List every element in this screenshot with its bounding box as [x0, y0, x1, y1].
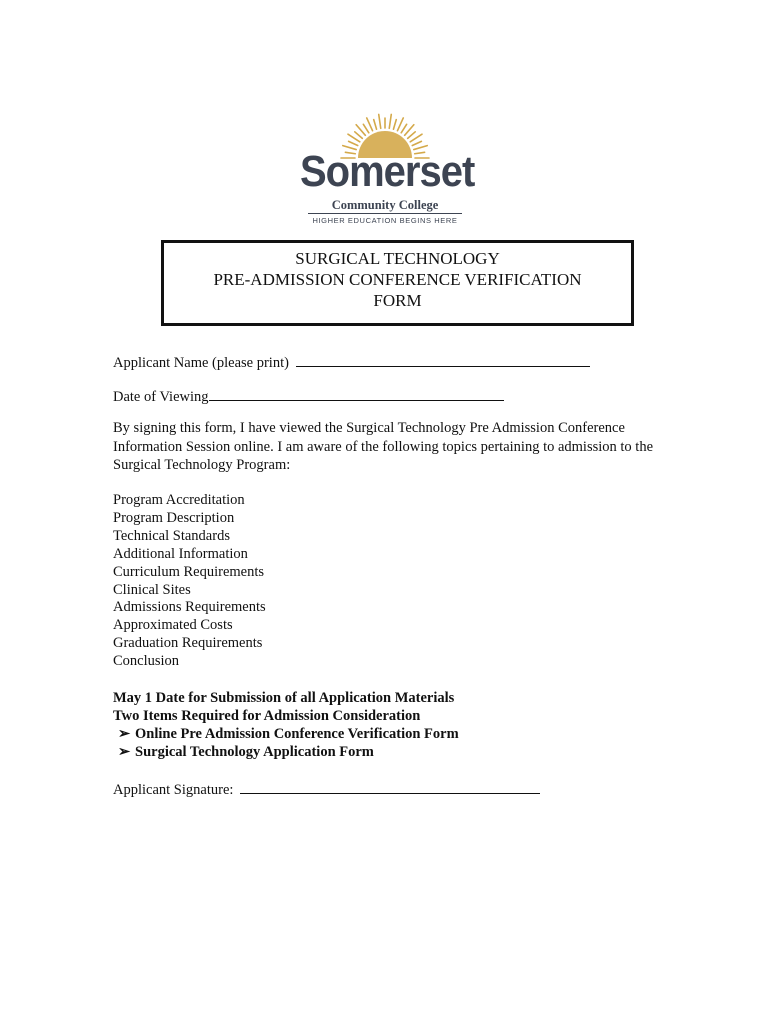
requirements-section: [113, 689, 459, 761]
topic-item: Approximated Costs: [113, 617, 233, 634]
logo-divider: [308, 213, 462, 214]
required-item: [113, 743, 459, 761]
requirements-heading: Two Items Required for Admission Consideration: [113, 708, 421, 724]
applicant-signature-label: Applicant Signature:: [113, 782, 234, 798]
date-of-viewing-label: Date of Viewing: [113, 389, 209, 405]
topic-item: Conclusion: [113, 653, 180, 670]
form-title-box: [161, 240, 634, 326]
logo-name: Somerset: [300, 148, 475, 196]
applicant-name-field[interactable]: [296, 353, 590, 367]
topic-item: Additional Information: [113, 545, 248, 562]
required-item-label: Online Pre Admission Conference Verification Form: [135, 726, 459, 742]
logo-subtitle: Community College: [331, 198, 439, 212]
logo-tagline: HIGHER EDUCATION BEGINS HERE: [312, 216, 458, 225]
deadline-text: May 1 Date for Submission of all Application Materials: [113, 690, 455, 706]
topic-item: Clinical Sites: [113, 581, 191, 598]
topic-item: Program Description: [113, 509, 235, 526]
date-of-viewing-field[interactable]: [209, 387, 504, 401]
date-of-viewing-row: [113, 387, 504, 406]
topic-item: Curriculum Requirements: [113, 563, 265, 580]
arrow-bullet-icon: ➢: [118, 726, 131, 742]
topic-item: Technical Standards: [113, 527, 230, 544]
applicant-name-label: Applicant Name (please print): [113, 355, 289, 371]
arrow-bullet-icon: ➢: [118, 744, 131, 760]
applicant-signature-row: [113, 780, 540, 799]
required-item: [113, 725, 459, 743]
acknowledgement-statement: By signing this form, I have viewed the Surgical Technology Pre Admission Conference Information Session online. I am aware of the following topics pertaining to admission to the Surgical Technology Program:: [113, 420, 654, 473]
topics-list: [113, 492, 266, 671]
form-title-line-3: FORM: [373, 291, 422, 310]
topic-item: Graduation Requirements: [113, 635, 263, 652]
topic-item: Program Accreditation: [113, 492, 245, 508]
applicant-signature-field[interactable]: [240, 780, 540, 794]
topic-item: Admissions Requirements: [113, 599, 266, 616]
form-title-line-1: SURGICAL TECHNOLOGY: [295, 249, 500, 268]
applicant-name-row: [113, 353, 590, 372]
college-logo: [290, 112, 480, 227]
form-title-line-2: PRE-ADMISSION CONFERENCE VERIFICATION: [213, 270, 582, 289]
required-item-label: Surgical Technology Application Form: [135, 744, 374, 760]
